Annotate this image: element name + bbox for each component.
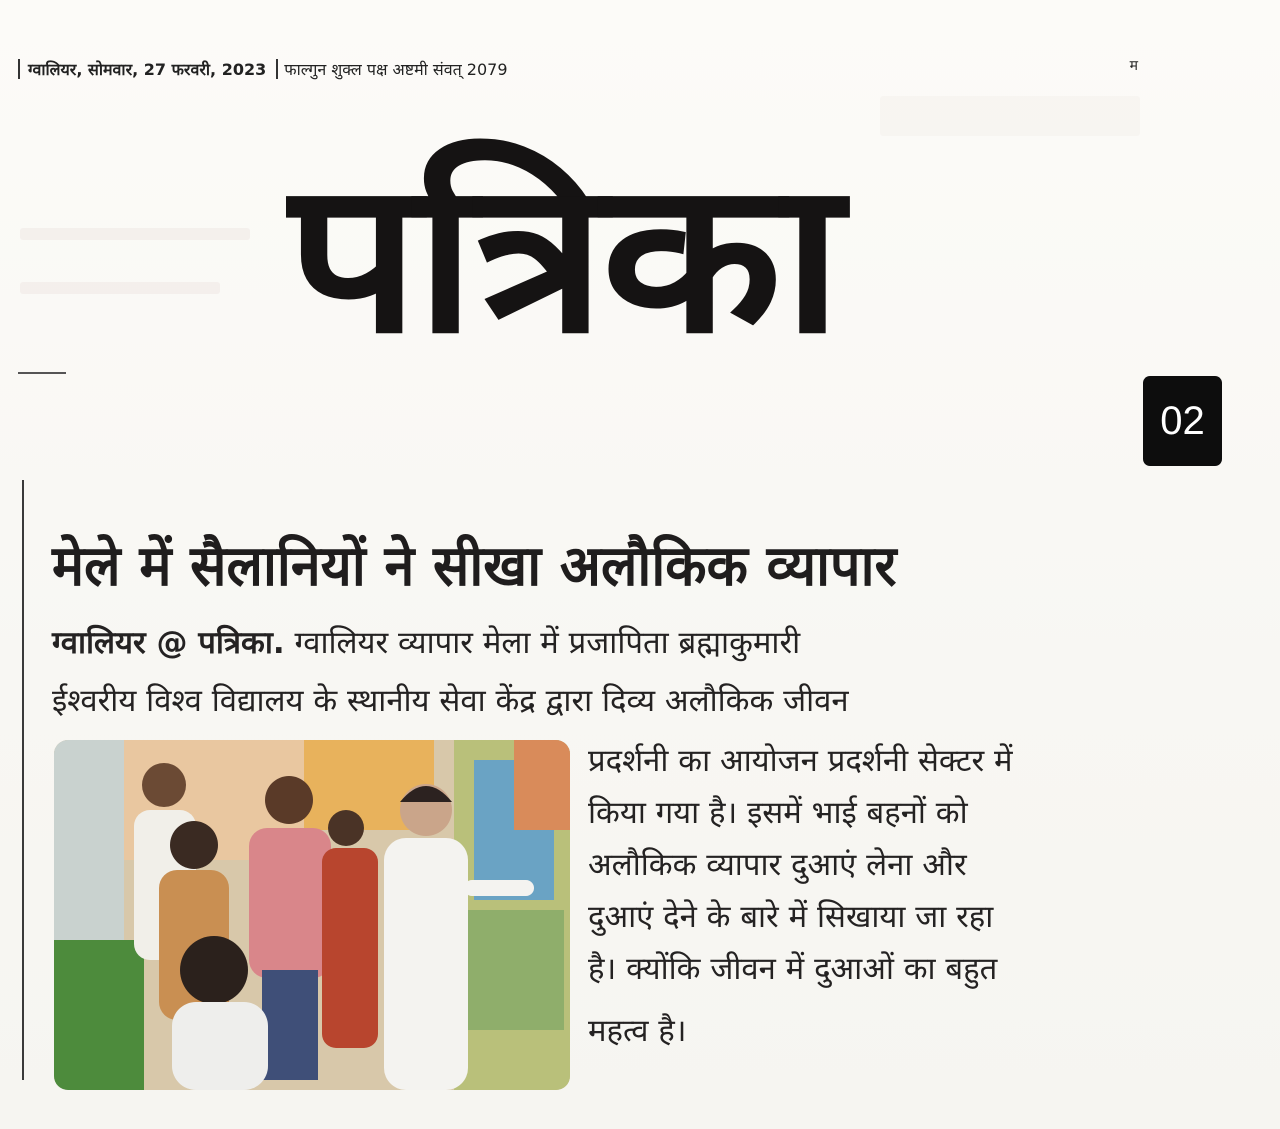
divider bbox=[18, 372, 66, 374]
dateline-edge-text: म bbox=[1129, 58, 1138, 74]
article-headline: मेले में सैलानियों ने सीखा अलौकिक व्यापार bbox=[52, 534, 897, 599]
bleed-through-mark bbox=[880, 96, 1140, 136]
article-line-1 bbox=[52, 620, 1162, 666]
article-line-5: अलौकिक व्यापार दुआएं लेना और bbox=[588, 847, 967, 883]
divider bbox=[276, 59, 278, 79]
masthead-title: पत्रिका bbox=[286, 133, 839, 380]
page-number-badge: 02 bbox=[1143, 376, 1222, 466]
article-line-6: दुआएं देने के बारे में सिखाया जा रहा bbox=[588, 899, 994, 935]
bleed-through-mark bbox=[20, 228, 250, 240]
column-rule bbox=[22, 480, 24, 1080]
dateline-tithi: फाल्गुन शुक्ल पक्ष अष्टमी संवत् 2079 bbox=[284, 60, 508, 79]
article-photo bbox=[54, 740, 570, 1090]
article-line-1-text: ग्वालियर व्यापार मेला में प्रजापिता ब्रह्माकुमारी bbox=[294, 625, 801, 661]
dateline-date: ग्वालियर, सोमवार, 27 फरवरी, 2023 bbox=[28, 60, 267, 79]
article-line-7: है। क्योंकि जीवन में दुआओं का बहुत bbox=[588, 951, 998, 987]
article-source-tag: ग्वालियर @ पत्रिका. bbox=[52, 625, 285, 661]
dateline bbox=[18, 56, 1138, 82]
article-line-3: प्रदर्शनी का आयोजन प्रदर्शनी सेक्टर में bbox=[588, 743, 1013, 779]
article-line-8: महत्व है। bbox=[588, 1013, 687, 1049]
divider bbox=[18, 59, 20, 79]
bleed-through-mark bbox=[20, 282, 220, 294]
article-line-2: ईश्वरीय विश्व विद्यालय के स्थानीय सेवा केंद्र द्वारा दिव्य अलौकिक जीवन bbox=[52, 683, 849, 719]
exhibition-photo-illustration bbox=[54, 740, 570, 1090]
article-line-4: किया गया है। इसमें भाई बहनों को bbox=[588, 795, 968, 831]
